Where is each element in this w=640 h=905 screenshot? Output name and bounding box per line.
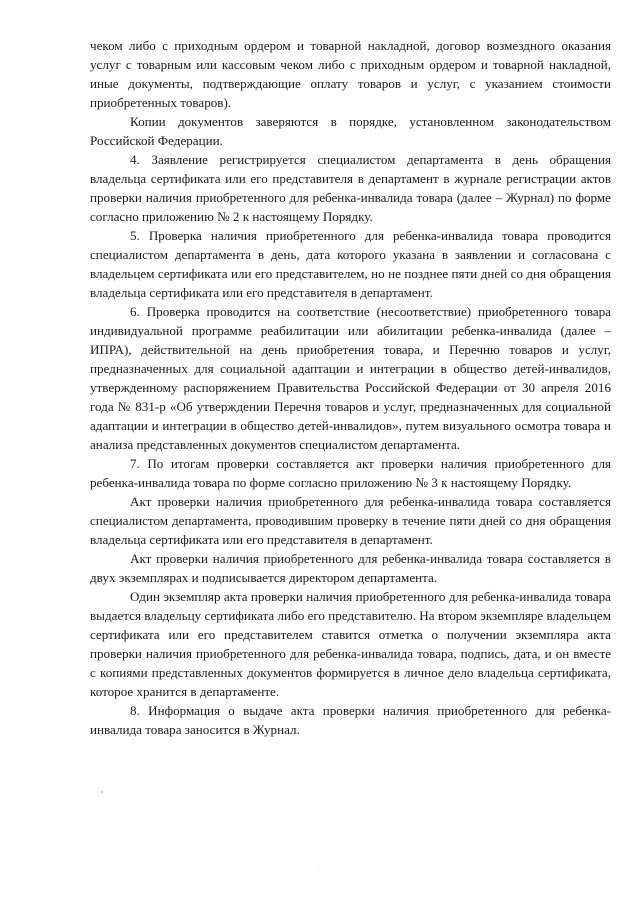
paragraph-item-8: 8. Информация о выдаче акта проверки наличия приобретенного для ребенка-инвалида товара заносится в Журнал. <box>90 703 611 737</box>
scan-speck <box>101 791 103 793</box>
paragraph-item-5: 5. Проверка наличия приобретенного для ребенка-инвалида товара проводится специалистом департамента в день, дата которого указана в заявлении и согласована с владельцем сертификата или его представителем, но не позднее пяти дней со дня обращения владельца сертификата или его представителя в департамент. <box>90 228 611 300</box>
paragraph-act-drafting: Акт проверки наличия приобретенного для ребенка-инвалида товара составляется специалистом департамента, проводившим проверку в течение пяти дней со дня обращения владельца сертификата или его представителя в департамент. <box>90 494 611 547</box>
paragraph-act-copies: Акт проверки наличия приобретенного для ребенка-инвалида товара составляется в двух экземплярах и подписывается директором департамента. <box>90 551 611 585</box>
paragraph-act-issue: Один экземпляр акта проверки наличия приобретенного для ребенка-инвалида товара выдается владельцу сертификата либо его представителю. На втором экземпляре владельцем сертификата или его представителем ставится отметка о получении экземпляра акта проверки наличия приобретенного для ребенка-инвалида товара, подпись, дата, и он вместе с копиями представленных документов формируется в личное дело владельца сертификата, которое хранится в департаменте. <box>90 589 611 699</box>
paragraph-continuation: чеком либо с приходным ордером и товарной накладной, договор возмездного оказания услуг с товарным или кассовым чеком либо с приходным ордером и товарной накладной, иные документы, подтверждающие оплату товаров и услуг, с указанием стоимости приобретенных товаров). <box>90 38 611 110</box>
scan-speck <box>318 868 319 869</box>
paragraph-copies: Копии документов заверяются в порядке, установленном законодательством Российской Федерации. <box>90 114 611 148</box>
paragraph-item-6: 6. Проверка проводится на соответствие (несоответствие) приобретенного товара индивидуальной программе реабилитации или абилитации ребенка-инвалида (далее – ИПРА), действительной на день приобретения товара, и Перечню товаров и услуг, предназначенных для социальной адаптации и интеграции в общество детей-инвалидов, утвержденному распоряжением Правительства Российской Федерации от 30 апреля 2016 года № 831-р «Об утверждении Перечня товаров и услуг, предназначенных для социальной адаптации и интеграции в общество детей-инвалидов», путем визуального осмотра товара и анализа представленных документов специалистом департамента. <box>90 304 611 452</box>
paragraph-item-4: 4. Заявление регистрируется специалистом департамента в день обращения владельца сертификата или его представителя в департамент в журнале регистрации актов проверки наличия приобретенного для ребенка-инвалида товара (далее – Журнал) по форме согласно приложению № 2 к настоящему Порядку. <box>90 152 611 224</box>
paragraph-item-7: 7. По итогам проверки составляется акт проверки наличия приобретенного для ребенка-инвалида товара по форме согласно приложению № 3 к настоящему Порядку. <box>90 456 611 490</box>
